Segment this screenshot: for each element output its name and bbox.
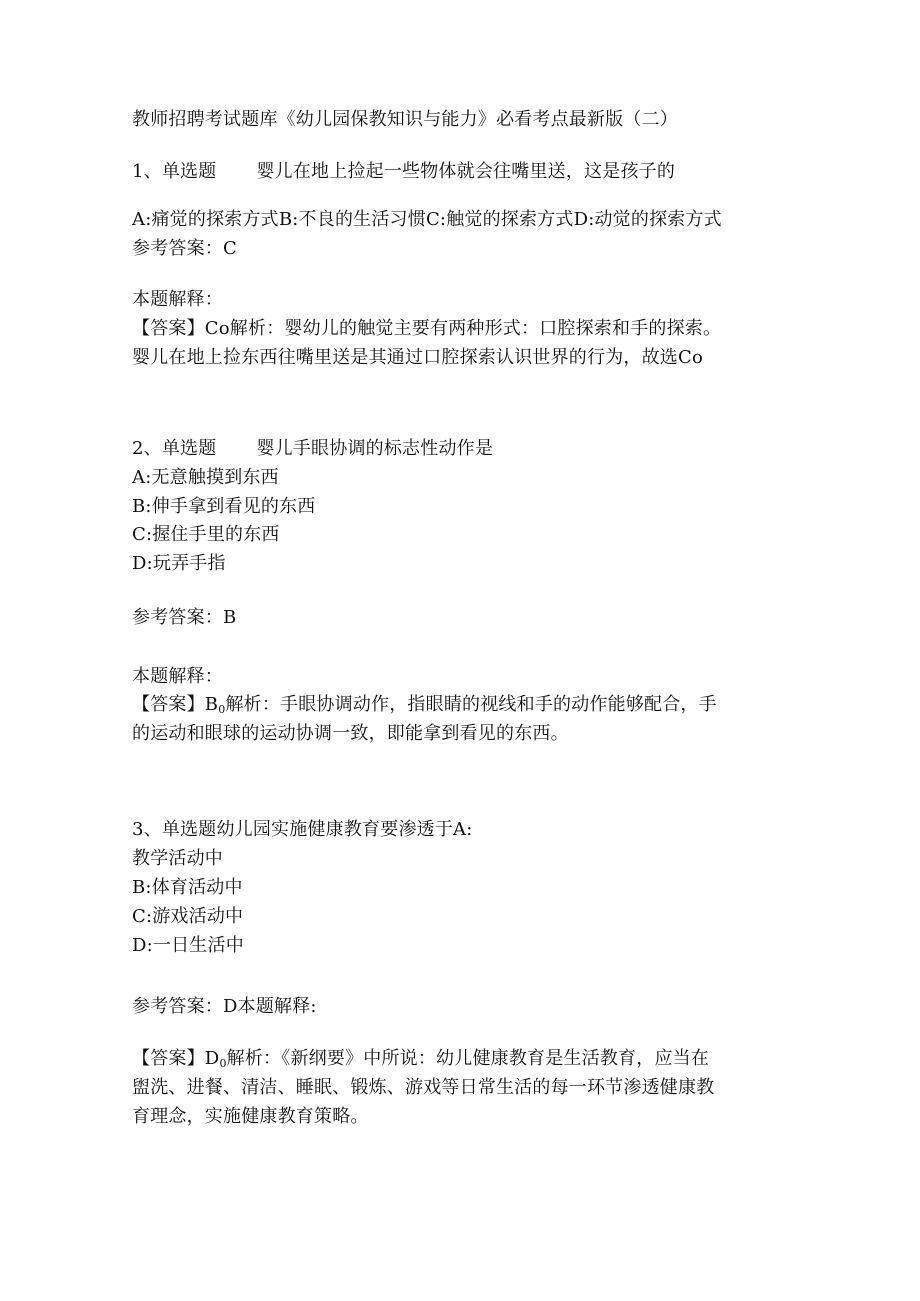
q3-option-b: B:体育活动中 bbox=[132, 877, 243, 898]
q1-explain-line: 婴儿在地上捡东西往嘴里送是其通过口腔探索认识世界的行为，故选Co bbox=[132, 347, 704, 368]
q3-explain-prefix: 【答案】D bbox=[132, 1048, 220, 1069]
q3-option-a: 教学活动中 bbox=[132, 848, 223, 869]
q1-header bbox=[132, 159, 675, 185]
q2-number: 2、单选题 bbox=[132, 438, 217, 459]
q1-explain-line: 【答案】Co解析：婴幼儿的触觉主要有两种形式：口腔探索和手的探索。 bbox=[132, 318, 722, 339]
q2-stem: 婴儿手眼协调的标志性动作是 bbox=[256, 438, 494, 459]
q1-options: A:痛觉的探索方式B:不良的生活习惯C:触觉的探索方式D:动觉的探索方式 bbox=[132, 209, 722, 230]
q2-explain-text: 解析：手眼协调动作，指眼睛的视线和手的动作能够配合，手 bbox=[225, 694, 717, 715]
q3-explain-line: 盥洗、进餐、清洁、睡眠、锻炼、游戏等日常生活的每一环节渗透健康教 bbox=[132, 1077, 715, 1098]
q3-explain-subscript: 0 bbox=[219, 1057, 227, 1070]
q1-explain-label: 本题解释： bbox=[132, 289, 223, 310]
q2-explain-line bbox=[132, 692, 717, 718]
q2-answer: 参考答案：B bbox=[132, 607, 237, 628]
q2-explain-line: 的运动和眼球的运动协调一致，即能拿到看见的东西。 bbox=[132, 723, 569, 744]
q2-explain-subscript: 0 bbox=[218, 703, 226, 716]
q1-answer: 参考答案：C bbox=[132, 238, 237, 259]
q3-explain-line bbox=[132, 1046, 709, 1072]
q3-option-d: D:一日生活中 bbox=[132, 935, 244, 956]
q2-option-d: D:玩弄手指 bbox=[132, 553, 226, 574]
q3-header: 3、单选题幼儿园实施健康教育要渗透于A: bbox=[132, 819, 473, 840]
q2-header bbox=[132, 436, 493, 462]
q2-option-c: C:握住手里的东西 bbox=[132, 524, 280, 545]
q2-explain-label: 本题解释： bbox=[132, 666, 223, 687]
q1-stem: 婴儿在地上捡起一些物体就会往嘴里送，这是孩子的 bbox=[256, 161, 676, 182]
q2-option-a: A:无意触摸到东西 bbox=[132, 467, 279, 488]
q2-explain-prefix: 【答案】B bbox=[132, 694, 219, 715]
q3-explain-line: 育理念，实施健康教育策略。 bbox=[132, 1106, 369, 1127]
q1-number: 1、单选题 bbox=[132, 161, 217, 182]
q3-answer: 参考答案：D本题解释: bbox=[132, 996, 317, 1017]
document-title: 教师招聘考试题库《幼儿园保教知识与能力》必看考点最新版（二） bbox=[132, 109, 678, 130]
q2-option-b: B:伸手拿到看见的东西 bbox=[132, 496, 316, 517]
q3-option-c: C:游戏活动中 bbox=[132, 906, 244, 927]
q3-explain-text: 解析：《新纲要》中所说：幼儿健康教育是生活教育，应当在 bbox=[226, 1048, 710, 1069]
